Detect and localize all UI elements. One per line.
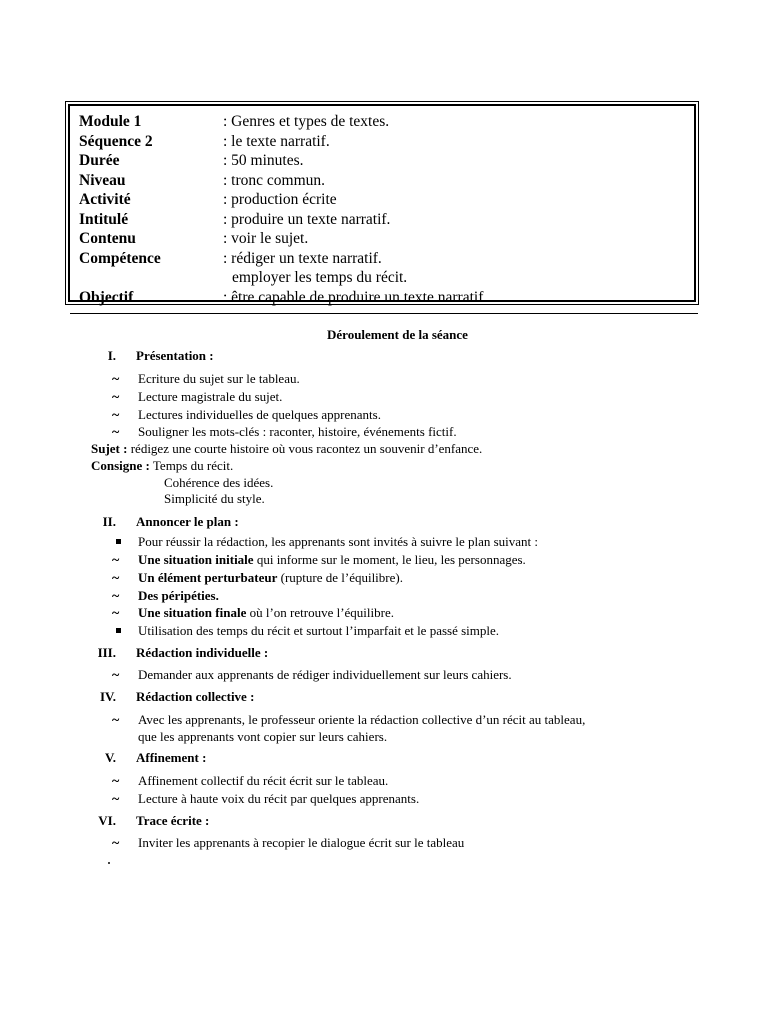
- consigne-text: Simplicité du style.: [164, 491, 265, 506]
- list-item: Ecriture du sujet sur le tableau.: [138, 371, 300, 386]
- square-bullet-icon: [116, 628, 121, 633]
- lesson-info-box: [68, 104, 696, 306]
- stray-dot: [108, 862, 110, 864]
- consigne-text: Cohérence des idées.: [164, 475, 274, 490]
- list-item: Lecture à haute voix du récit par quelques apprenants.: [138, 791, 420, 806]
- header-label: Durée: [79, 152, 120, 169]
- section-title: Présentation :: [136, 348, 214, 363]
- plan-step-text: (rupture de l’équilibre).: [277, 570, 403, 585]
- list-item: Des péripéties.: [138, 588, 219, 603]
- header-value: employer les temps du récit.: [232, 269, 408, 286]
- header-value: : le texte narratif.: [223, 132, 330, 150]
- header-label: Activité: [79, 191, 131, 208]
- header-label: Module 1: [79, 113, 142, 130]
- section-number: II.: [102, 514, 116, 529]
- section-title: Annoncer le plan :: [136, 514, 239, 529]
- list-item: Pour réussir la rédaction, les apprenants sont invités à suivre le plan suivant :: [138, 534, 539, 549]
- header-value: : tronc commun.: [223, 171, 326, 189]
- separator-line: [70, 313, 698, 314]
- sujet-line: [91, 441, 482, 457]
- section-number: III.: [97, 645, 116, 660]
- header-value: : Genres et types de textes.: [223, 113, 390, 130]
- tilde-bullet-icon: ~: [112, 408, 120, 423]
- section-number: I.: [107, 348, 116, 363]
- list-item: Utilisation des temps du récit et surtout l’imparfait et le passé simple.: [138, 623, 500, 638]
- consigne-line: [91, 458, 233, 474]
- consigne-text: Temps du récit.: [152, 458, 234, 473]
- list-item: [138, 605, 394, 621]
- plan-step-bold: Une situation initiale: [138, 552, 254, 567]
- list-item: Avec les apprenants, le professeur oriente la rédaction collective d’un récit au tableau,: [138, 712, 586, 727]
- plan-step-text: qui informe sur le moment, le lieu, les personnages.: [253, 552, 526, 567]
- header-value: : 50 minutes.: [223, 152, 304, 169]
- tilde-bullet-icon: ~: [112, 713, 120, 728]
- tilde-bullet-icon: ~: [112, 589, 120, 604]
- list-item-continuation: que les apprenants vont copier sur leurs cahiers.: [138, 729, 388, 744]
- header-label: Intitulé: [79, 210, 129, 228]
- list-item: Souligner les mots-clés : raconter, histoire, événements fictif.: [138, 424, 457, 439]
- section-number: V.: [105, 750, 116, 765]
- section-title: Rédaction collective :: [136, 689, 255, 704]
- consigne-label: Consigne :: [91, 458, 150, 473]
- list-item: Inviter les apprenants à recopier le dialogue écrit sur le tableau: [138, 835, 465, 850]
- list-item: [138, 570, 403, 586]
- plan-step-bold: Une situation finale: [138, 605, 247, 620]
- tilde-bullet-icon: ~: [112, 425, 120, 440]
- tilde-bullet-icon: ~: [112, 774, 120, 789]
- header-label: Compétence: [79, 249, 161, 267]
- list-item: Demander aux apprenants de rédiger individuellement sur leurs cahiers.: [138, 667, 512, 682]
- square-bullet-icon: [116, 539, 121, 544]
- tilde-bullet-icon: ~: [112, 836, 120, 851]
- sujet-label: Sujet :: [91, 441, 128, 456]
- tilde-bullet-icon: ~: [112, 553, 120, 568]
- section-title: Trace écrite :: [136, 813, 210, 828]
- header-value: : voir le sujet.: [223, 230, 309, 247]
- plan-step-text: où l’on retrouve l’équilibre.: [246, 605, 394, 620]
- section-title: Affinement :: [136, 750, 207, 765]
- list-item: Lecture magistrale du sujet.: [138, 389, 283, 404]
- list-item: [138, 552, 526, 568]
- header-value: : production écrite: [223, 191, 337, 208]
- header-label: Objectif: [79, 288, 134, 306]
- sujet-text: rédigez une courte histoire où vous racontez un souvenir d’enfance.: [130, 441, 483, 456]
- section-title: Rédaction individuelle :: [136, 645, 269, 660]
- header-value: : être capable de produire un texte narratif.: [223, 288, 488, 306]
- header-label: Contenu: [79, 230, 136, 247]
- list-item: Lectures individuelles de quelques apprenants.: [138, 407, 381, 422]
- header-label: Séquence 2: [79, 132, 153, 150]
- tilde-bullet-icon: ~: [112, 792, 120, 807]
- list-item: Affinement collectif du récit écrit sur le tableau.: [138, 773, 389, 788]
- tilde-bullet-icon: ~: [112, 571, 120, 586]
- tilde-bullet-icon: ~: [112, 668, 120, 683]
- plan-step-bold: Un élément perturbateur: [138, 570, 278, 585]
- tilde-bullet-icon: ~: [112, 606, 120, 621]
- session-title: Déroulement de la séance: [327, 327, 468, 342]
- header-value: : rédiger un texte narratif.: [223, 249, 382, 267]
- header-label: Niveau: [79, 171, 126, 189]
- tilde-bullet-icon: ~: [112, 390, 120, 405]
- header-value: : produire un texte narratif.: [223, 210, 391, 228]
- tilde-bullet-icon: ~: [112, 372, 120, 387]
- section-number: VI.: [98, 813, 116, 828]
- section-number: IV.: [99, 689, 116, 704]
